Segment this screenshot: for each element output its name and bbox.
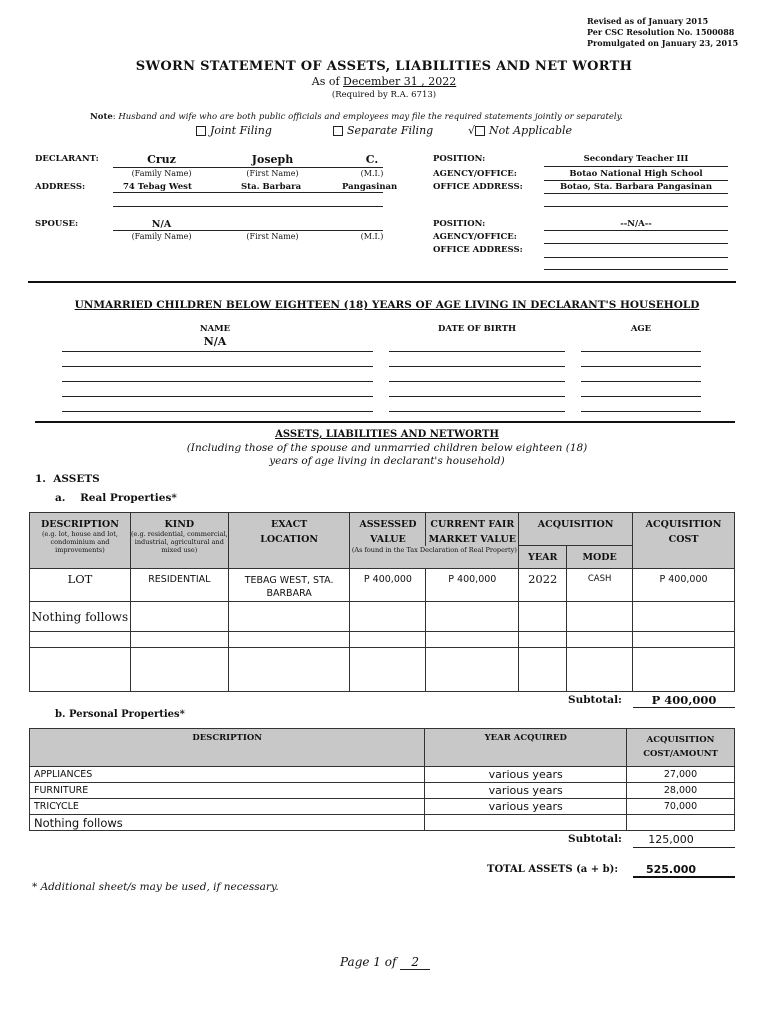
pp-desc-cell: APPLIANCES: [30, 767, 425, 783]
real-location-cell: TEBAG WEST, STA. BARBARA: [228, 569, 350, 602]
personal-properties-heading: b. Personal Properties*: [55, 709, 185, 720]
real-year-cell: 2022: [519, 569, 567, 602]
real-properties-heading: a. Real Properties*: [55, 492, 177, 504]
spouse-office-address-label: OFFICE ADDRESS:: [433, 245, 523, 255]
separate-filing-checkbox[interactable]: [333, 126, 343, 136]
table-row: [30, 767, 735, 783]
pp-nothing-follows: Nothing follows: [30, 815, 425, 831]
agency-value: Botao National High School: [569, 169, 703, 179]
revision-line-3: Promulgated on January 23, 2015: [587, 38, 739, 48]
joint-filing-label: Joint Filing: [210, 124, 272, 137]
real-subtotal-label: Subtotal:: [568, 694, 622, 706]
real-nothing-follows: Nothing follows: [30, 602, 131, 632]
children-heading: UNMARRIED CHILDREN BELOW EIGHTEEN (18) YEARS OF AGE LIVING IN DECLARANT'S HOUSEHOLD: [74, 299, 700, 311]
col-cfmv: CURRENT FAIR MARKET VALUE: [426, 513, 519, 546]
address-line-1: 74 Tebag West: [123, 182, 192, 192]
children-col-dob: DATE OF BIRTH: [437, 324, 517, 334]
declarant-family-name: Cruz: [147, 153, 176, 166]
not-applicable-option[interactable]: [468, 124, 572, 137]
alnw-heading: ASSETS, LIABILITIES AND NETWORTH: [275, 429, 499, 440]
col-acquisition: ACQUISITION: [519, 513, 633, 546]
page-number: [340, 955, 430, 970]
spouse-position-label: POSITION:: [433, 219, 486, 229]
not-applicable-checkbox[interactable]: [475, 126, 485, 136]
revision-line-1: Revised as of January 2015: [587, 16, 709, 26]
real-desc-cell: LOT: [30, 569, 131, 602]
real-cfmv-cell: P 400,000: [426, 569, 519, 602]
caption-family-name: (Family Name): [131, 169, 192, 178]
table-row: [30, 799, 735, 815]
col-kind-note: (e.g. residential, commercial, industrial, agricultural and mixed use): [131, 530, 228, 554]
separate-filing-option[interactable]: [333, 124, 433, 137]
table-row: [30, 783, 735, 799]
children-col-name: NAME: [199, 324, 231, 334]
col-description: DESCRIPTION (e.g. lot, house and lot, condominium and improvements): [30, 513, 131, 569]
address-line-3: Pangasinan: [342, 182, 398, 192]
col-kind: KIND (e.g. residential, commercial, industrial, agricultural and mixed use): [130, 513, 228, 569]
spouse-family-name: N/A: [151, 219, 172, 230]
personal-subtotal-label: Subtotal:: [568, 833, 622, 845]
col-location: EXACT LOCATION: [228, 513, 350, 569]
col-pp-year: YEAR ACQUIRED: [425, 729, 627, 767]
real-mode-cell: CASH: [567, 569, 633, 602]
agency-label: AGENCY/OFFICE:: [433, 169, 517, 179]
table-row: [30, 648, 735, 692]
declarant-first-name: Joseph: [251, 153, 294, 166]
children-col-age: AGE: [630, 324, 652, 334]
office-address-label: OFFICE ADDRESS:: [433, 182, 523, 192]
address-line-2: Sta. Barbara: [241, 182, 302, 192]
as-of-date: December 31 , 2022: [343, 75, 457, 88]
col-tax-note: (As found in the Tax Declaration of Real Property): [350, 546, 519, 569]
col-acq-cost: ACQUISITION COST: [633, 513, 735, 569]
personal-subtotal-value: 125,000: [648, 833, 694, 846]
separate-filing-label: Separate Filing: [347, 124, 434, 137]
position-label: POSITION:: [433, 154, 486, 164]
spouse-label: SPOUSE:: [35, 219, 79, 229]
caption-first-name: (First Name): [246, 169, 299, 178]
spouse-caption-mi: (M.I.): [360, 232, 384, 241]
footnote: * Additional sheet/s may be used, if necessary.: [32, 881, 279, 893]
spouse-caption-first: (First Name): [246, 232, 299, 241]
spouse-agency-label: AGENCY/OFFICE:: [433, 232, 517, 242]
col-assessed: ASSESSED VALUE: [350, 513, 426, 546]
declarant-label: DECLARANT:: [35, 154, 99, 164]
personal-properties-table: [29, 728, 735, 831]
check-mark-icon: √: [468, 124, 476, 137]
pp-cost-cell: 27,000: [627, 767, 735, 783]
revision-line-2: Per CSC Resolution No. 1500088: [587, 27, 735, 37]
pp-year-cell: various years: [425, 783, 627, 799]
page-total: 2: [400, 955, 430, 970]
caption-mi: (M.I.): [360, 169, 384, 178]
real-subtotal-value: P 400,000: [651, 693, 717, 707]
col-mode: MODE: [567, 546, 633, 569]
real-cost-cell: P 400,000: [633, 569, 735, 602]
pp-cost-cell: 70,000: [627, 799, 735, 815]
children-name-value: N/A: [203, 335, 227, 348]
table-row: [30, 602, 735, 632]
col-pp-description: DESCRIPTION: [30, 729, 425, 767]
address-label: ADDRESS:: [35, 182, 86, 192]
real-assessed-cell: P 400,000: [350, 569, 426, 602]
total-assets-value: 525.000: [645, 863, 697, 876]
real-kind-cell: RESIDENTIAL: [130, 569, 228, 602]
col-pp-cost: ACQUISITION COST/AMOUNT: [627, 729, 735, 767]
pp-desc-cell: FURNITURE: [30, 783, 425, 799]
pp-year-cell: various years: [425, 799, 627, 815]
office-address-value: Botao, Sta. Barbara Pangasinan: [559, 182, 713, 192]
as-of-line: [0, 75, 768, 88]
declarant-mi: C.: [365, 153, 379, 166]
page-prefix: Page 1 of: [340, 955, 397, 969]
spouse-caption-family: (Family Name): [131, 232, 192, 241]
joint-filing-option[interactable]: [196, 124, 272, 137]
total-assets-label: TOTAL ASSETS (a + b):: [487, 864, 619, 875]
col-year: YEAR: [519, 546, 567, 569]
note-text: Husband and wife who are both public officials and employees may file the required statements jointly or separately.: [118, 112, 624, 122]
filing-note: Note: Husband and wife who are both public officials and employees may file the required statements jointly or separately.: [90, 112, 624, 122]
assets-heading: 1. ASSETS: [35, 473, 100, 485]
as-of-label: As of: [311, 75, 340, 88]
position-value: Secondary Teacher III: [583, 154, 689, 164]
table-row: [30, 569, 735, 602]
pp-cost-cell: 28,000: [627, 783, 735, 799]
note-label: Note: [90, 112, 113, 122]
spouse-position-value: --N/A--: [620, 219, 652, 229]
revision-note: [587, 16, 738, 49]
alnw-subheading-1: (Including those of the spouse and unmarried children below eighteen (18): [186, 442, 588, 454]
pp-year-cell: various years: [425, 767, 627, 783]
table-row: [30, 632, 735, 648]
required-by: (Required by R.A. 6713): [331, 90, 437, 100]
col-description-note: (e.g. lot, house and lot, condominium and improvements): [41, 530, 118, 554]
pp-desc-cell: TRICYCLE: [30, 799, 425, 815]
real-properties-table: [29, 512, 735, 692]
table-row: [30, 815, 735, 831]
joint-filing-checkbox[interactable]: [196, 126, 206, 136]
not-applicable-label: Not Applicable: [489, 124, 573, 137]
page-title: SWORN STATEMENT OF ASSETS, LIABILITIES AND NET WORTH: [135, 59, 633, 74]
alnw-subheading-2: years of age living in declarant's household): [269, 455, 505, 467]
